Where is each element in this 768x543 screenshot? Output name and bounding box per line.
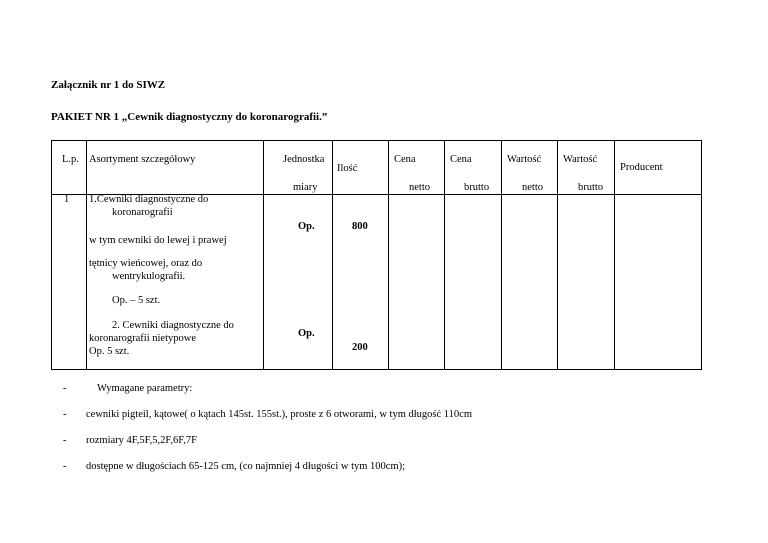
attachment-title: Załącznik nr 1 do SIWZ	[51, 79, 166, 91]
header-price-net-line2: netto	[409, 182, 430, 193]
requirement-item: rozmiary 4F,5F,5,2F,6F,7F	[86, 435, 197, 446]
requirement-item: cewniki pigteil, kątowe( o kątach 145st. 155st.), proste z 6 otworami, w tym długość 110cm	[86, 409, 472, 420]
col-divider	[557, 140, 558, 370]
quantity-1: 800	[352, 221, 368, 232]
header-unit-line2: miary	[293, 182, 318, 193]
bullet-dash: -	[63, 461, 67, 472]
col-divider	[614, 140, 615, 370]
item1-line3: w tym cewniki do lewej i prawej	[89, 235, 227, 246]
bullet-dash: -	[63, 383, 67, 394]
item1-line6: Op. – 5 szt.	[112, 295, 161, 306]
quantity-2: 200	[352, 342, 368, 353]
item1-line4: tętnicy wieńcowej, oraz do	[89, 258, 203, 269]
bullet-dash: -	[63, 409, 67, 420]
unit-2: Op.	[298, 328, 315, 339]
item1-line2: koronarografii	[112, 207, 173, 218]
col-divider	[332, 140, 333, 370]
header-value-gross-line2: brutto	[578, 182, 604, 193]
header-quantity: Ilość	[337, 163, 358, 174]
col-divider	[501, 140, 502, 370]
header-assortment: Asortyment szczegółowy	[89, 154, 196, 165]
header-value-gross-line1: Wartość	[563, 154, 598, 165]
header-price-net-line1: Cena	[394, 154, 416, 165]
item2-line1: 2. Cewniki diagnostyczne do	[112, 320, 234, 331]
header-price-gross-line1: Cena	[450, 154, 472, 165]
table-border-top	[51, 140, 702, 141]
col-divider	[444, 140, 445, 370]
requirement-item: dostępne w długościach 65-125 cm, (co najmniej 4 długości w tym 100cm);	[86, 461, 406, 472]
col-divider	[51, 140, 52, 370]
header-value-net-line1: Wartość	[507, 154, 542, 165]
row-lp: 1	[64, 194, 70, 205]
item1-line5: wentrykulografii.	[112, 271, 186, 282]
col-divider	[263, 140, 264, 370]
col-divider	[388, 140, 389, 370]
col-divider	[86, 140, 87, 370]
header-lp: L.p.	[62, 154, 79, 165]
requirement-item: Wymagane parametry:	[97, 383, 193, 394]
bullet-dash: -	[63, 435, 67, 446]
package-title: PAKIET NR 1 „Cewnik diagnostyczny do koronarografii.”	[51, 111, 328, 123]
header-producer: Producent	[620, 162, 663, 173]
item2-line2: koronarografii nietypowe	[89, 333, 197, 344]
table-border-bottom	[51, 369, 702, 370]
unit-1: Op.	[298, 221, 315, 232]
col-divider	[701, 140, 702, 370]
header-value-net-line2: netto	[522, 182, 543, 193]
item2-line3: Op. 5 szt.	[89, 346, 130, 357]
item1-line1: 1.Cewniki diagnostyczne do	[89, 194, 209, 205]
header-price-gross-line2: brutto	[464, 182, 490, 193]
header-unit-line1: Jednostka	[283, 154, 325, 165]
